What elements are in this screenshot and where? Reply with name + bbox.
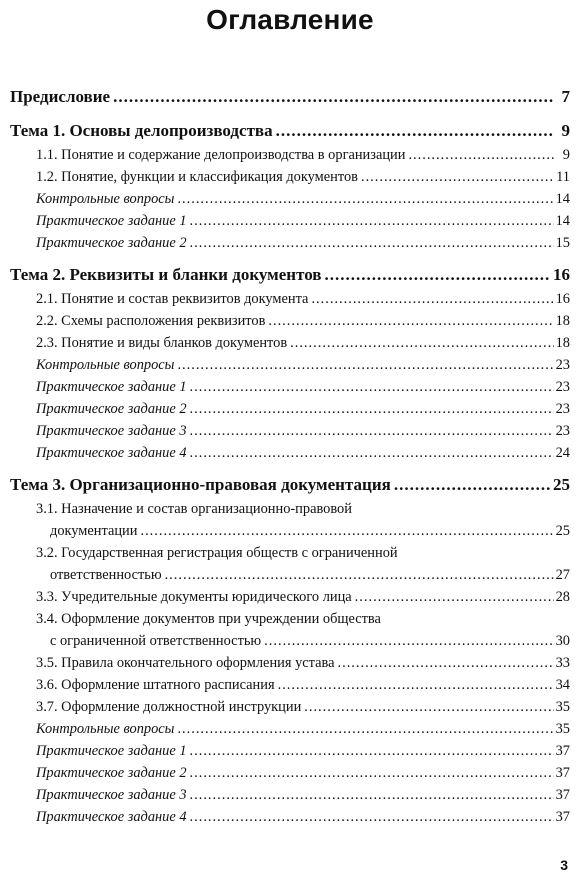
dot-leader [177,188,553,210]
toc-entry-line[interactable]: 3.1. Назначение и состав организационно-правовой [36,501,352,517]
toc-entry-title: Практическое задание 1 [36,213,187,229]
toc-page-number: 37 [555,765,570,781]
page-number: 3 [560,857,568,873]
dot-leader [268,310,553,332]
table-of-contents [10,84,570,828]
toc-page-number: 23 [555,357,570,373]
toc-entry-title: Практическое задание 2 [36,401,187,417]
toc-page-number: 23 [555,401,570,417]
toc-page-number: 35 [555,699,570,715]
toc-entry[interactable] [10,210,570,232]
toc-entry[interactable] [10,442,570,464]
dot-leader [190,806,554,828]
dot-leader [190,420,554,442]
toc-page-number: 37 [555,809,570,825]
toc-page-number: 7 [561,87,570,106]
toc-entry-title: Практическое задание 3 [36,787,187,803]
dot-leader [408,144,554,166]
toc-page-number: 9 [562,147,570,163]
toc-entry-title: Тема 1. Основы делопроизводства [10,121,273,140]
toc-page-number: 15 [555,235,570,251]
toc-entry-preface[interactable] [10,84,570,110]
toc-heading-topic-1[interactable] [10,118,570,144]
toc-page-number: 34 [555,677,570,693]
toc-entry[interactable] [10,310,570,332]
toc-entry-title: 3.6. Оформление штатного расписания [36,677,275,693]
dot-leader [190,784,554,806]
toc-entry-title: Тема 2. Реквизиты и бланки документов [10,265,322,284]
toc-entry-title: Контрольные вопросы [36,357,175,373]
dot-leader [290,332,553,354]
toc-entry[interactable] [10,696,570,718]
toc-page-number: 9 [561,121,570,140]
toc-entry[interactable] [10,652,570,674]
toc-page-number: 16 [553,265,570,284]
toc-entry[interactable] [10,762,570,784]
toc-entry[interactable] [10,188,570,210]
dot-leader [190,376,554,398]
page-title: Оглавление [206,4,374,35]
toc-page-number: 18 [555,335,570,351]
dot-leader [355,586,554,608]
toc-entry[interactable] [10,398,570,420]
toc-entry-title: 2.3. Понятие и виды бланков документов [36,335,288,351]
dot-leader [113,84,554,110]
toc-page-number: 14 [555,191,570,207]
dot-leader [190,740,554,762]
toc-entry-line[interactable]: 3.4. Оформление документов при учреждении общества [36,611,381,627]
toc-entry-title: ответственностью [50,567,162,583]
toc-entry-title: Контрольные вопросы [36,721,175,737]
toc-page-number: 28 [555,589,570,605]
toc-entry[interactable] [10,376,570,398]
dot-leader [264,630,553,652]
toc-page-number: 24 [555,445,570,461]
dot-leader [324,262,551,288]
toc-entry[interactable] [10,420,570,442]
toc-entry-title: 1.1. Понятие и содержание делопроизводства в организации [36,147,406,163]
toc-entry-title: 3.5. Правила окончательного оформления устава [36,655,335,671]
dot-leader [140,520,553,542]
dot-leader [304,696,553,718]
toc-entry-title: 3.3. Учредительные документы юридического лица [36,589,352,605]
dot-leader [276,118,554,144]
toc-entry[interactable] [10,784,570,806]
toc-entry[interactable] [10,166,570,188]
toc-entry-title: 3.7. Оформление должностной инструкции [36,699,302,715]
toc-entry-line[interactable]: 3.2. Государственная регистрация обществ с ограниченной [36,545,398,561]
toc-entry[interactable] [10,564,570,586]
toc-entry[interactable] [10,630,570,652]
toc-entry-title: Практическое задание 3 [36,423,187,439]
toc-entry-title: 2.2. Схемы расположения реквизитов [36,313,266,329]
toc-page-number: 25 [555,523,570,539]
toc-entry-title: Практическое задание 1 [36,379,187,395]
toc-page-number: 25 [553,475,570,494]
toc-entry-title: с ограниченной ответственностью [50,633,262,649]
toc-entry-title: Практическое задание 1 [36,743,187,759]
dot-leader [190,398,554,420]
toc-page-number: 27 [555,567,570,583]
toc-entry-title: 2.1. Понятие и состав реквизитов документа [36,291,309,307]
toc-page-number: 37 [555,787,570,803]
toc-entry[interactable] [10,332,570,354]
dot-leader [177,354,553,376]
toc-entry-title: Практическое задание 4 [36,445,187,461]
toc-heading-topic-3[interactable] [10,472,570,498]
toc-entry[interactable] [10,144,570,166]
toc-entry[interactable] [10,718,570,740]
toc-page-number: 14 [555,213,570,229]
toc-page-number: 23 [555,379,570,395]
toc-entry[interactable] [10,586,570,608]
toc-entry-title: Практическое задание 4 [36,809,187,825]
toc-entry[interactable] [10,740,570,762]
toc-entry-title: Практическое задание 2 [36,765,187,781]
dot-leader [190,442,554,464]
dot-leader [190,232,554,254]
dot-leader [190,762,554,784]
toc-page-number: 37 [555,743,570,759]
toc-entry[interactable] [10,806,570,828]
toc-entry-title: 1.2. Понятие, функции и классификация документов [36,169,358,185]
dot-leader [278,674,554,696]
toc-page-number: 33 [555,655,570,671]
dot-leader [338,652,554,674]
toc-page-number: 11 [556,169,570,185]
dot-leader [165,564,554,586]
toc-page-number: 16 [555,291,570,307]
dot-leader [394,472,551,498]
dot-leader [361,166,554,188]
toc-entry-title: Предисловие [10,87,111,106]
toc-entry[interactable] [10,520,570,542]
toc-page-number: 30 [555,633,570,649]
dot-leader [177,718,553,740]
toc-entry-title: Практическое задание 2 [36,235,187,251]
toc-heading-topic-2[interactable] [10,262,570,288]
dot-leader [190,210,554,232]
dot-leader [311,288,553,310]
toc-entry[interactable] [10,354,570,376]
toc-entry-title: Тема 3. Организационно-правовая документация [10,475,391,494]
toc-entry[interactable] [10,674,570,696]
toc-entry-title: Контрольные вопросы [36,191,175,207]
toc-page-number: 23 [555,423,570,439]
toc-entry[interactable] [10,232,570,254]
toc-entry[interactable] [10,288,570,310]
toc-page-number: 35 [555,721,570,737]
toc-entry-title: документации [50,523,138,539]
toc-page-number: 18 [555,313,570,329]
